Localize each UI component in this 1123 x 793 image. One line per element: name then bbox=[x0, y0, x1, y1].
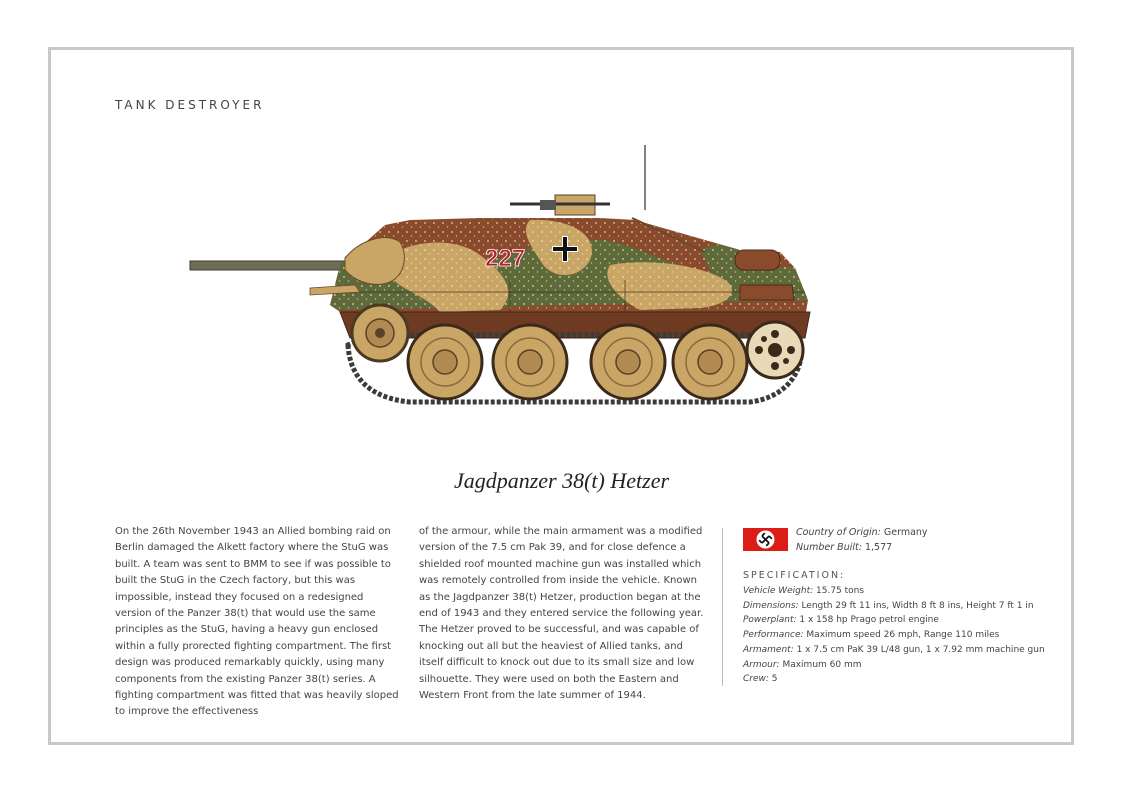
spec-row: Dimensions: Length 29 ft 11 ins, Width 8 ft 8 ins, Height 7 ft 1 in bbox=[743, 600, 1034, 611]
origin-country-row: Country of Origin: Germany bbox=[796, 527, 928, 538]
origin-info bbox=[796, 526, 928, 555]
rear-idler bbox=[747, 322, 803, 378]
tank-illustration bbox=[180, 140, 830, 420]
vehicle-title: Jagdpanzer 38(t) Hetzer bbox=[453, 468, 670, 493]
specification-list bbox=[743, 584, 1045, 687]
road-wheel bbox=[673, 325, 747, 399]
tactical-number: 227 bbox=[485, 245, 526, 272]
spec-row: Vehicle Weight: 15.75 tons bbox=[743, 586, 865, 596]
gun-barrel bbox=[190, 261, 350, 270]
description-column-1: On the 26th November 1943 an Allied bombing raid on Berlin damaged the Alkett factory where the StuG was built. A team was sent to BMM to see if was possible to built the StuG in the Czech factory, but this was impossible, instead they focused on a redesigned version of the Panzer 38(t) that would use the same principles as the StuG, having a heavy gun enclosed within a fully prorected fighting compartment. The first design was produced remarkably quickly, using many components from the existing Panzer 38(t) series. A fighting compartment was fitted that was heavily sloped to improve the effectiveness bbox=[115, 526, 399, 718]
front-sprocket bbox=[352, 305, 408, 361]
specification-heading: SPECIFICATION: bbox=[743, 570, 846, 581]
category-label: TANK DESTROYER bbox=[115, 98, 265, 112]
exhaust bbox=[735, 250, 780, 270]
spec-row: Performance: Maximum speed 26 mph, Range 110 miles bbox=[743, 630, 1000, 641]
spec-row: Armament: 1 x 7.5 cm PaK 39 L/48 gun, 1 x 7.92 mm machine gun bbox=[743, 644, 1045, 655]
road-wheel bbox=[591, 325, 665, 399]
road-wheel bbox=[493, 325, 567, 399]
spec-row: Crew: 5 bbox=[743, 674, 778, 685]
road-wheel bbox=[408, 325, 482, 399]
origin-built-row: Number Built: 1,577 bbox=[796, 541, 893, 553]
spec-row: Armour: Maximum 60 mm bbox=[743, 659, 862, 670]
spec-row: Powerplant: 1 x 158 hp Prago petrol engine bbox=[743, 615, 939, 626]
column-divider bbox=[722, 528, 723, 686]
swastika-flag-icon bbox=[743, 528, 788, 551]
gun-mantlet bbox=[345, 238, 404, 285]
description-column-2: of the armour, while the main armament was a modified version of the 7.5 cm Pak 39, and for close defence a shielded roof mounted machine gun was installed which was remotely controlled from inside the vehicle. Known as the Jagdpanzer 38(t) Hetzer, production began at the end of 1943 and they entered service the following year. The Hetzer proved to be successful, and was capable of knocking out all but the heaviest of Allied tanks, and itself difficult to knock out due to its small size and low silhouette. They were used on both the Eastern and Western Front from the late summer of 1944. bbox=[419, 526, 704, 702]
